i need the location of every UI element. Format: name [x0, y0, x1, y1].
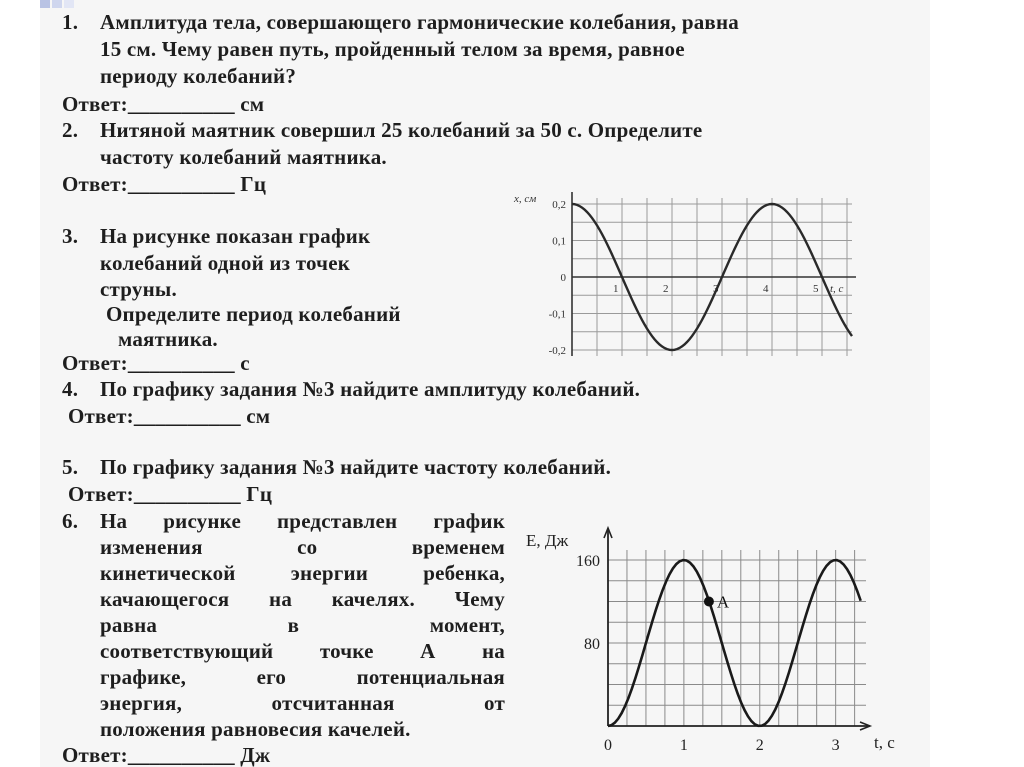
question-5-answer: Ответ:__________ Гц	[68, 482, 273, 506]
x-tick-label: 5	[813, 283, 819, 295]
y-tick-label: 0,1	[552, 235, 566, 248]
y-tick-label: 0	[560, 272, 566, 284]
question-6-line-3: кинетической энергии ребенка,	[100, 561, 505, 585]
x-axis-label: t, с	[874, 733, 895, 752]
y-tick-label: -0,1	[548, 308, 566, 321]
question-6-line-8: энергия, отсчитанная от	[100, 691, 505, 715]
question-2-number: 2.	[62, 118, 79, 142]
question-4-answer: Ответ:__________ см	[68, 404, 271, 428]
question-6-line-1: На рисунке представлен график	[100, 509, 505, 533]
y-tick-label: 80	[584, 636, 600, 653]
question-4-line-1: По графику задания №3 найдите амплитуду колебаний.	[100, 377, 641, 401]
x-tick-label: 2	[663, 283, 669, 295]
question-4-number: 4.	[62, 377, 79, 401]
question-3-answer: Ответ:__________ с	[62, 351, 250, 375]
y-axis-label: Е, Дж	[526, 531, 569, 550]
x-axis-label: t, с	[830, 283, 844, 295]
question-6-line-2: изменения со временем	[100, 535, 505, 559]
x-tick-label: 3	[713, 283, 719, 295]
question-2-line-2: частоту колебаний маятника.	[100, 145, 387, 169]
x-tick-label: 4	[763, 283, 769, 295]
question-1-line-3: периоду колебаний?	[100, 64, 297, 88]
question-1-line-2: 15 см. Чему равен путь, пройденный телом за время, равное	[100, 37, 685, 61]
question-2-answer: Ответ:__________ Гц	[62, 172, 267, 196]
question-6-line-9: положения равновесия качелей.	[100, 717, 411, 741]
x-tick-label: 3	[831, 737, 840, 754]
kinetic-energy-chart	[520, 520, 910, 760]
question-3-number: 3.	[62, 224, 79, 248]
question-6-line-6: соответствующий точке А на	[100, 639, 505, 663]
x-tick-label: 1	[679, 737, 688, 754]
question-6-line-4: качающегося на качелях. Чему	[100, 587, 505, 611]
question-5-line-1: По графику задания №3 найдите частоту колебаний.	[100, 455, 612, 479]
question-6-line-7: графике, его потенциальная	[100, 665, 505, 689]
question-3-line-3: струны.	[100, 277, 177, 301]
y-tick-label: -0,2	[548, 345, 566, 357]
x-tick-label: 1	[613, 283, 619, 295]
question-3-line-5: маятника.	[118, 327, 218, 351]
question-3-line-4: Определите период колебаний	[106, 302, 401, 326]
y-tick-label: 0,2	[552, 199, 566, 211]
y-tick-label: 160	[576, 553, 600, 570]
question-1-line-1: Амплитуда тела, совершающего гармонические колебания, равна	[100, 10, 739, 34]
question-5-number: 5.	[62, 455, 79, 479]
point-a-label: A	[716, 592, 730, 612]
question-6-answer: Ответ:__________ Дж	[62, 743, 271, 767]
question-1-answer: Ответ:__________ см	[62, 92, 265, 116]
question-6-line-5: равна в момент,	[100, 613, 505, 637]
question-3-line-2: колебаний одной из точек	[100, 251, 351, 275]
question-1-number: 1.	[62, 10, 79, 34]
oscillation-chart	[510, 190, 870, 370]
point-a-marker	[704, 597, 714, 607]
y-axis-label: x, см	[514, 193, 537, 205]
x-tick-label: 2	[755, 737, 764, 754]
question-6-number: 6.	[62, 509, 79, 533]
x-tick-label: 0	[604, 737, 612, 754]
question-3-line-1: На рисунке показан график	[100, 224, 371, 248]
question-2-line-1: Нитяной маятник совершил 25 колебаний за 50 с. Определите	[100, 118, 703, 142]
